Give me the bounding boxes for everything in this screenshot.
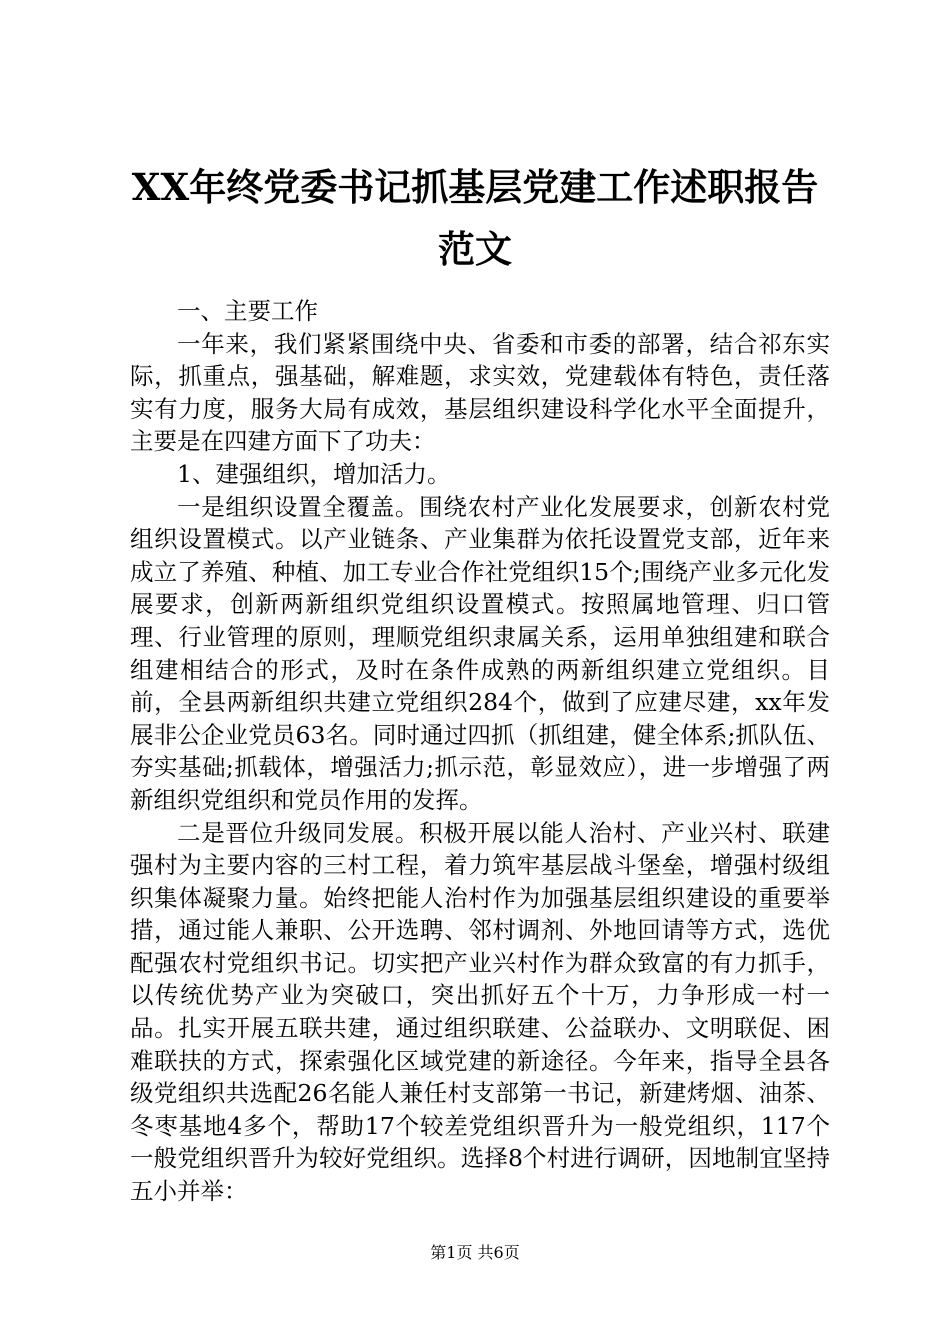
page-number-footer: 第1页 共6页: [430, 1243, 520, 1262]
document-title: XX年终党委书记抓基层党建工作述职报告范文: [131, 165, 819, 271]
paragraph: 二是晋位升级同发展。积极开展以能人治村、产业兴村、联建强村为主要内容的三村工程，着力筑牢基层战斗堡垒，增强村级组织集体凝聚力量。始终把能人治村作为加强基层组织建设的重要举措，通过能人兼职、公开选聘、邻村调剂、外地回请等方式，选优配强农村党组织书记。切实把产业兴村作为群众致富的有力抓手，以传统优势产业为突破口，突出抓好五个十万，力争形成一村一品。扎实开展五联共建，通过组织联建、公益联办、文明联促、困难联扶的方式，探索强化区域党建的新途径。今年来，指导全县各级党组织共选配26名能人兼任村支部第一书记，新建烤烟、油茶、冬枣基地4多个，帮助17个较差党组织晋升为一般党组织，117个一般党组织晋升为较好党组织。选择8个村进行调研，因地制宜坚持五小并举：: [130, 818, 830, 1206]
section-heading: 一、主要工作: [177, 297, 318, 325]
paragraph: 一是组织设置全覆盖。围绕农村产业化发展要求，创新农村党组织设置模式。以产业链条、产业集群为依托设置党支部，近年来成立了养殖、种植、加工专业合作社党组织15个;围绕产业多元化发展要求，创新两新组织党组织设置模式。按照属地管理、归口管理、行业管理的原则，理顺党组织隶属关系，运用单独组建和联合组建相结合的形式，及时在条件成熟的两新组织建立党组织。目前，全县两新组织共建立党组织284个，做到了应建尽建，xx年发展非公企业党员63名。同时通过四抓（抓组建，健全体系;抓队伍、夯实基础;抓载体，增强活力;抓示范，彰显效应），进一步增强了两新组织党组织和党员作用的发挥。: [130, 492, 830, 814]
paragraph: 一年来，我们紧紧围绕中央、省委和市委的部署，结合祁东实际，抓重点，强基础，解难题，求实效，党建载体有特色，责任落实有力度，服务大局有成效，基层组织建设科学化水平全面提升，主要是在四建方面下了功夫：: [130, 329, 830, 456]
document-body: [130, 295, 830, 1208]
subsection-heading: 1、建强组织，增加活力。: [177, 459, 451, 488]
